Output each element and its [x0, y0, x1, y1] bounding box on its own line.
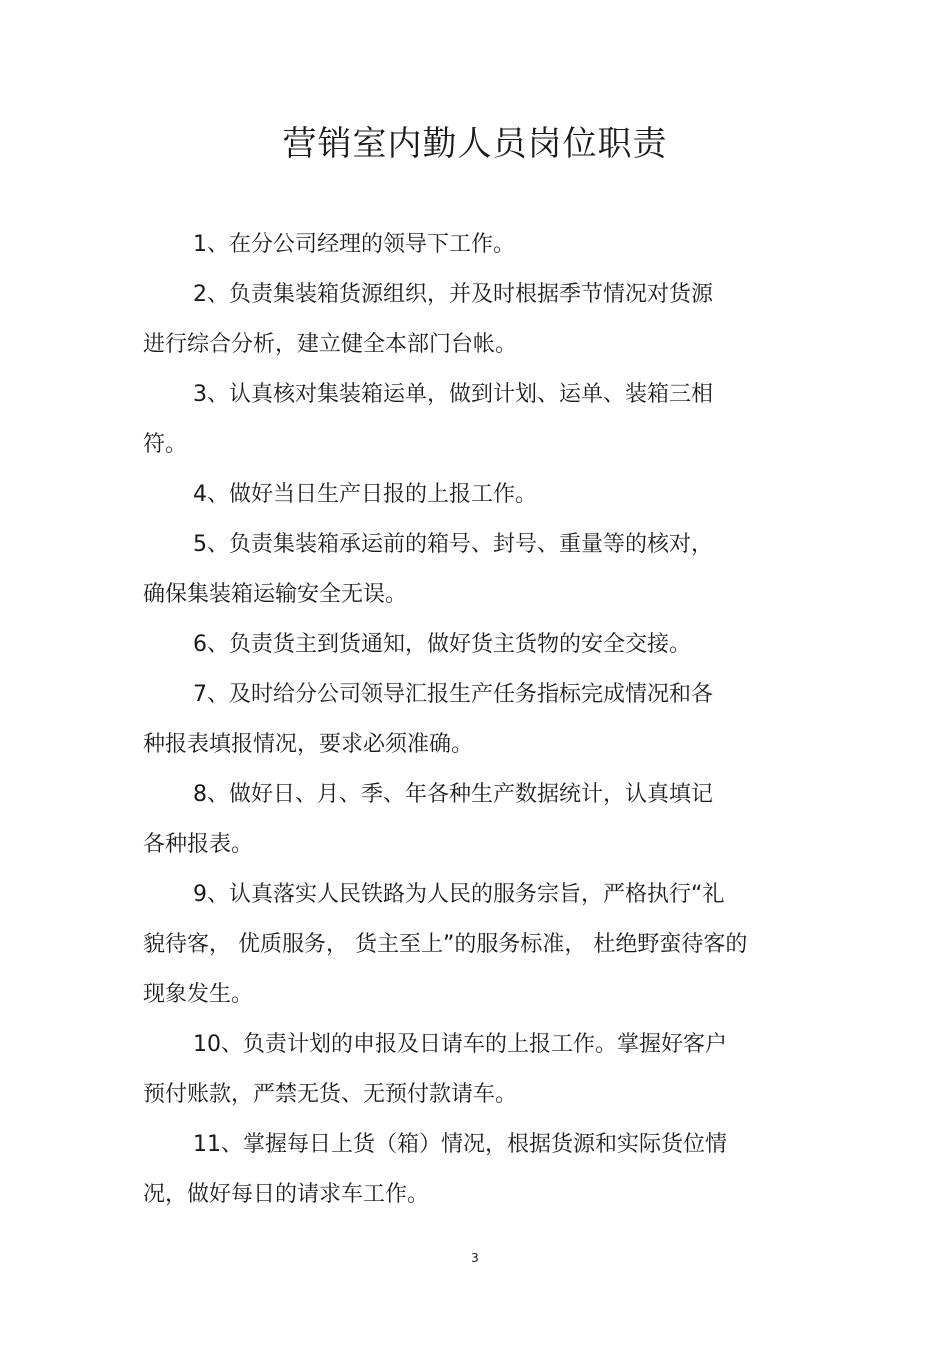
text-line: 7、及时给分公司领导汇报生产任务指标完成情况和各: [193, 682, 713, 707]
text-line: 貌待客， 优质服务， 货主至上”的服务标准， 杜绝野蛮待客的: [143, 932, 748, 957]
text-line: 11、掌握每日上货（箱）情况，根据货源和实际货位情: [193, 1132, 727, 1157]
text-line: 预付账款，严禁无货、无预付款请车。: [143, 1082, 518, 1107]
page-title: 营销室内勤人员岗位职责: [282, 124, 668, 164]
text-line: 5、负责集装箱承运前的箱号、封号、重量等的核对，: [193, 532, 713, 557]
duty-list: [143, 220, 793, 1220]
text-line: 进行综合分析，建立健全本部门台帐。: [143, 332, 518, 357]
text-line: 各种报表。: [143, 832, 254, 857]
text-line: 3、认真核对集装箱运单，做到计划、运单、装箱三相: [193, 382, 713, 407]
text-line: 种报表填报情况，要求必须准确。: [143, 732, 474, 757]
page-number: 3: [471, 1251, 479, 1265]
text-line: 9、认真落实人民铁路为人民的服务宗旨，严格执行“礼: [193, 882, 725, 907]
text-line: 况，做好每日的请求车工作。: [143, 1182, 430, 1207]
text-line: 现象发生。: [143, 982, 254, 1007]
text-line: 4、做好当日生产日报的上报工作。: [193, 482, 537, 507]
text-line: 符。: [143, 432, 188, 457]
text-line: 确保集装箱运输安全无误。: [143, 582, 408, 607]
text-line: 1、在分公司经理的领导下工作。: [193, 232, 515, 257]
text-line: 2、负责集装箱货源组织，并及时根据季节情况对货源: [193, 282, 713, 307]
text-line: 6、负责货主到货通知，做好货主货物的安全交接。: [193, 632, 691, 657]
text-line: 8、做好日、月、季、年各种生产数据统计，认真填记: [193, 782, 713, 807]
text-line: 10、负责计划的申报及日请车的上报工作。掌握好客户: [193, 1032, 727, 1057]
